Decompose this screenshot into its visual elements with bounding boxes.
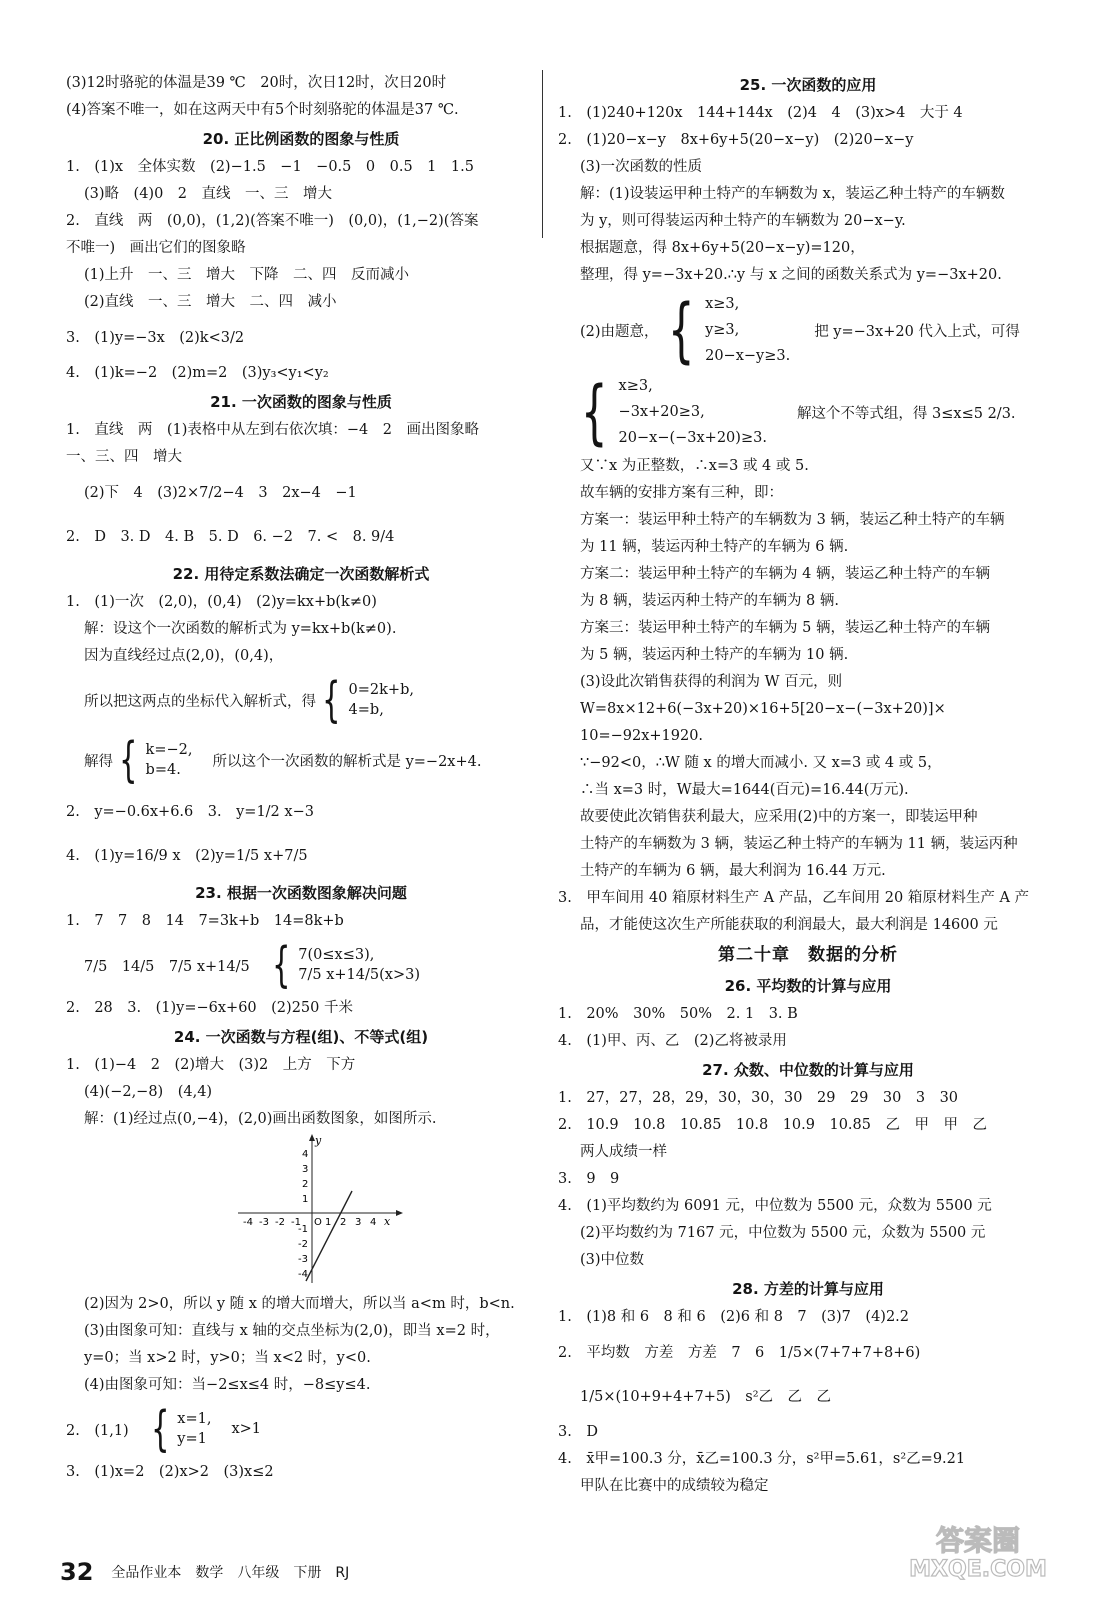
text-line: 2. y=−0.6x+6.6 3. y=1/2 x−3 [66, 804, 314, 820]
text-line: 甲队在比赛中的成绩较为稳定 [580, 1478, 769, 1494]
text-line: 1. 直线 两 (1)表格中从左到右依次填：−4 2 画出图象略 [66, 422, 479, 438]
x-tick-label: 4 [370, 1217, 377, 1228]
text-line: 3. 9 9 [558, 1171, 620, 1187]
text-line: 一、三、四 增大 [66, 449, 182, 465]
chapter-heading: 第二十章 数据的分析 [718, 945, 898, 965]
text-line: 整理，得 y=−3x+20.∴y 与 x 之间的函数关系式为 y=−3x+20. [580, 267, 1002, 283]
section-heading-23: 23. 根据一次函数图象解决问题 [195, 884, 407, 902]
text-line: 解得 [84, 753, 113, 770]
text-line: 根据题意，得 8x+6y+5(20−x−y)=120， [580, 240, 865, 256]
y-tick-label: 4 [302, 1149, 309, 1160]
brace-icon: { [119, 732, 138, 788]
text-line: 故车辆的安排方案有三种，即： [580, 485, 783, 501]
text-line: 解这个不等式组，得 3≤x≤5 2/3. [796, 405, 1016, 422]
watermark-text: 答案圈 [935, 1524, 1021, 1557]
equation-system [66, 935, 536, 995]
text-line: 2. (1)20−x−y 8x+6y+5(20−x−y) (2)20−x−y [558, 132, 914, 148]
text-line: 所以把这两点的坐标代入解析式，得 [84, 693, 316, 710]
y-tick-label: -2 [298, 1239, 308, 1250]
text-line: (3)12时骆驼的体温是39 ℃ 20时，次日12时，次日20时 [66, 75, 447, 91]
text-line: 3. 甲车间用 40 箱原材料生产 A 产品，乙车间用 20 箱原材料生产 A 产 [558, 890, 1030, 906]
equation-row: y=1 [177, 1431, 207, 1447]
text-line: 方案一：装运甲种土特产的车辆数为 3 辆，装运乙种土特产的车辆 [580, 512, 1005, 528]
y-tick-label: 3 [302, 1164, 309, 1175]
watermark-logo [878, 1520, 1078, 1582]
brace-icon: { [580, 371, 608, 453]
text-line: 土特产的车辆为 6 辆，最大利润为 16.44 万元. [580, 863, 886, 879]
section-heading-22: 22. 用待定系数法确定一次函数解析式 [172, 565, 430, 583]
text-line: 10=−92x+1920. [580, 728, 704, 744]
text-line: 1/5×(10+9+4+7+5) s²乙 乙 乙 [580, 1389, 832, 1405]
x-tick-label: 2 [340, 1217, 347, 1228]
equation-row: 7(0≤x≤3), [298, 947, 375, 963]
watermark-url: MXQE.COM [909, 1557, 1047, 1582]
x-axis-label: x [384, 1215, 391, 1228]
text-line: 3. D [558, 1424, 598, 1440]
text-line: 1. 27，27，28，29，30，30，30 29 29 30 3 30 [558, 1090, 959, 1106]
text-line: 2. 28 3. (1)y=−6x+60 (2)250 千米 [66, 1000, 353, 1016]
equation-system [66, 730, 536, 790]
inequality-system [558, 371, 1058, 453]
x-tick-label: O [314, 1217, 322, 1228]
text-line: 所以这个一次函数的解析式是 y=−2x+4. [212, 753, 482, 770]
x-tick-label: -1 [291, 1217, 301, 1228]
text-line: 解：(1)设装运甲种土特产的车辆数为 x，装运乙种土特产的车辆数 [580, 186, 1005, 202]
equation-row: 0=2k+b, [348, 682, 414, 698]
section-heading-20: 20. 正比例函数的图象与性质 [202, 130, 400, 148]
text-line: (2)由题意， [580, 323, 659, 340]
text-line: 3. (1)y=−3x (2)k<3/2 [66, 330, 245, 346]
page-footer [60, 1557, 349, 1587]
section-heading-25: 25. 一次函数的应用 [739, 76, 877, 94]
x-axis-arrow-icon [396, 1210, 403, 1216]
text-line: 品，才能使这次生产所能获取的利润最大，最大利润是 14600 元 [580, 917, 998, 933]
text-line: 2. 平均数 方差 方差 7 6 1/5×(7+7+7+8+6) [558, 1345, 921, 1361]
text-line: 把 y=−3x+20 代入上式，可得 [814, 323, 1020, 340]
text-line: 解：(1)经过点(0,−4)，(2,0)画出函数图象，如图所示. [84, 1111, 437, 1127]
text-line: (4)由图象可知：当−2≤x≤4 时，−8≤y≤4. [84, 1377, 371, 1393]
text-line: W=8x×12+6(−3x+20)×16+5[20−x−(−3x+20)]× [580, 701, 946, 717]
page-number: 32 [60, 1558, 94, 1586]
brace-icon: { [150, 1401, 170, 1457]
text-line: 4. x̄甲=100.3 分，x̄乙=100.3 分，s²甲=5.61，s²乙=9.21 [558, 1451, 966, 1467]
equation-row: 4=b, [348, 702, 384, 718]
text-line: 为 8 辆，装运丙种土特产的车辆为 8 辆. [580, 593, 839, 609]
text-line: (1)上升 一、三 增大 下降 二、四 反而减小 [84, 267, 410, 283]
equation-row: 7/5 x+14/5(x>3) [298, 967, 420, 983]
text-line: 方案三：装运甲种土特产的车辆为 5 辆，装运乙种土特产的车辆 [580, 620, 990, 636]
text-line: 为 y，则可得装运丙种土特产的车辆数为 20−x−y. [580, 213, 906, 229]
text-line: (4)答案不唯一，如在这两天中有5个时刻骆驼的体温是37 ℃. [66, 102, 459, 118]
text-line: 不唯一) 画出它们的图象略 [66, 240, 246, 256]
inequality-row: x≥3, [705, 296, 740, 312]
equation-row: b=4. [145, 762, 181, 778]
text-line: (3)一次函数的性质 [580, 159, 703, 175]
x-tick-label: -3 [259, 1217, 269, 1228]
section-heading-21: 21. 一次函数的图象与性质 [210, 393, 392, 411]
inequality-system [558, 289, 1058, 371]
text-line: 1. (1)一次 (2,0)，(0,4) (2)y=kx+b(k≠0) [66, 594, 377, 610]
section-heading-24: 24. 一次函数与方程(组)、不等式(组) [173, 1028, 429, 1046]
text-line: 又∵x 为正整数，∴x=3 或 4 或 5. [580, 458, 809, 474]
text-line: 1. 7 7 8 14 7=3k+b 14=8k+b [66, 913, 344, 929]
text-line: 4. (1)平均数约为 6091 元，中位数为 5500 元，众数为 5500 元 [558, 1198, 992, 1214]
left-column [66, 70, 536, 1486]
y-tick-label: -4 [298, 1269, 308, 1280]
inequality-row: 20−x−y≥3. [705, 348, 791, 364]
function-graph [236, 1133, 536, 1291]
text-line: 7/5 14/5 7/5 x+14/5 [84, 958, 250, 975]
section-heading-26: 26. 平均数的计算与应用 [724, 977, 892, 995]
text-line: 3. (1)x=2 (2)x>2 (3)x≤2 [66, 1464, 274, 1480]
function-line [306, 1191, 352, 1281]
y-tick-label: -1 [298, 1224, 308, 1235]
text-line: 2. 直线 两 (0,0)，(1,2)(答案不唯一) (0,0)，(1,−2)(答案 [66, 213, 479, 229]
inequality-row: −3x+20≥3, [618, 404, 705, 420]
text-line: ∴当 x=3 时，W最大=1644(百元)=16.44(万元). [580, 782, 909, 798]
text-line: (3)中位数 [580, 1252, 645, 1268]
y-axis-label: y [315, 1134, 322, 1147]
text-line: 4. (1)k=−2 (2)m=2 (3)y₃<y₁<y₂ [66, 365, 329, 381]
text-line: 方案二：装运甲种土特产的车辆为 4 辆，装运乙种土特产的车辆 [580, 566, 990, 582]
text-line: 故要使此次销售获利最大，应采用(2)中的方案一，即装运甲种 [580, 809, 978, 825]
equation-system [66, 1399, 536, 1459]
text-line: 4. (1)y=16/9 x (2)y=1/5 x+7/5 [66, 848, 308, 864]
graph-svg [236, 1133, 406, 1283]
inequality-row: x≥3, [618, 378, 653, 394]
text-line: 两人成绩一样 [580, 1144, 667, 1160]
text-line: 1. (1)−4 2 (2)增大 (3)2 上方 下方 [66, 1057, 356, 1073]
x-tick-label: 1 [325, 1217, 332, 1228]
equation-system [66, 670, 536, 730]
y-tick-label: 2 [302, 1179, 309, 1190]
text-line: (2)平均数约为 7167 元，中位数为 5500 元，众数为 5500 元 [580, 1225, 986, 1241]
equation-row: k=−2, [145, 742, 193, 758]
text-line: 1. (1)x 全体实数 (2)−1.5 −1 −0.5 0 0.5 1 1.5 [66, 159, 474, 175]
brace-icon: { [271, 937, 291, 993]
text-line: 因为直线经过点(2,0)，(0,4)， [84, 648, 284, 664]
text-line: (2)直线 一、三 增大 二、四 减小 [84, 294, 337, 310]
y-tick-label: 1 [302, 1194, 309, 1205]
text-line: (3)略 (4)0 2 直线 一、三 增大 [84, 186, 333, 202]
text-line: 解：设这个一次函数的解析式为 y=kx+b(k≠0). [84, 621, 397, 637]
column-divider [542, 70, 543, 238]
text-line: 为 5 辆，装运丙种土特产的车辆为 10 辆. [580, 647, 849, 663]
x-tick-label: 3 [355, 1217, 362, 1228]
section-heading-27: 27. 众数、中位数的计算与应用 [702, 1061, 914, 1079]
text-line: ∵−92<0，∴W 随 x 的增大而减小. 又 x=3 或 4 或 5， [580, 755, 942, 771]
text-line: 2. 10.9 10.8 10.85 10.8 10.9 10.85 乙 甲 甲 乙 [558, 1117, 987, 1133]
text-line: 1. (1)240+120x 144+144x (2)4 4 (3)x>4 大于 4 [558, 105, 963, 121]
text-line: 2. D 3. D 4. B 5. D 6. −2 7. < 8. 9/4 [66, 529, 395, 545]
text-line: 1. 20% 30% 50% 2. 1 3. B [558, 1006, 798, 1022]
brace-icon: { [322, 672, 341, 728]
text-line: 1. (1)8 和 6 8 和 6 (2)6 和 8 7 (3)7 (4)2.2 [558, 1309, 910, 1325]
equation-row: x=1, [177, 1411, 212, 1427]
text-line: 2. (1,1) [66, 1422, 129, 1439]
text-line: 土特产的车辆数为 3 辆，装运乙种土特产的车辆为 11 辆，装运丙种 [580, 836, 1018, 852]
book-title: 全品作业本 数学 八年级 下册 RJ [111, 1565, 350, 1581]
text-line: x>1 [231, 1421, 261, 1437]
x-tick-label: -2 [275, 1217, 285, 1228]
text-line: (2)下 4 (3)2×7/2−4 3 2x−4 −1 [84, 485, 357, 501]
right-column [558, 70, 1058, 1500]
text-line: (3)由图象可知：直线与 x 轴的交点坐标为(2,0)，即当 x=2 时， [84, 1323, 500, 1339]
text-line: y=0；当 x>2 时，y>0；当 x<2 时，y<0. [84, 1350, 371, 1366]
section-heading-28: 28. 方差的计算与应用 [732, 1280, 884, 1298]
inequality-row: 20−x−(−3x+20)≥3. [618, 430, 767, 446]
text-line: (2)因为 2>0，所以 y 随 x 的增大而增大，所以当 a<m 时，b<n. [84, 1296, 515, 1312]
text-line: (4)(−2,−8) (4,4) [84, 1084, 213, 1100]
text-line: 4. (1)甲、丙、乙 (2)乙将被录用 [558, 1033, 787, 1049]
x-tick-label: -4 [243, 1217, 253, 1228]
inequality-row: y≥3, [705, 322, 740, 338]
y-tick-label: -3 [298, 1254, 308, 1265]
brace-icon: { [667, 289, 695, 371]
text-line: (3)设此次销售获得的利润为 W 百元，则 [580, 674, 843, 690]
text-line: 为 11 辆，装运丙种土特产的车辆为 6 辆. [580, 539, 849, 555]
